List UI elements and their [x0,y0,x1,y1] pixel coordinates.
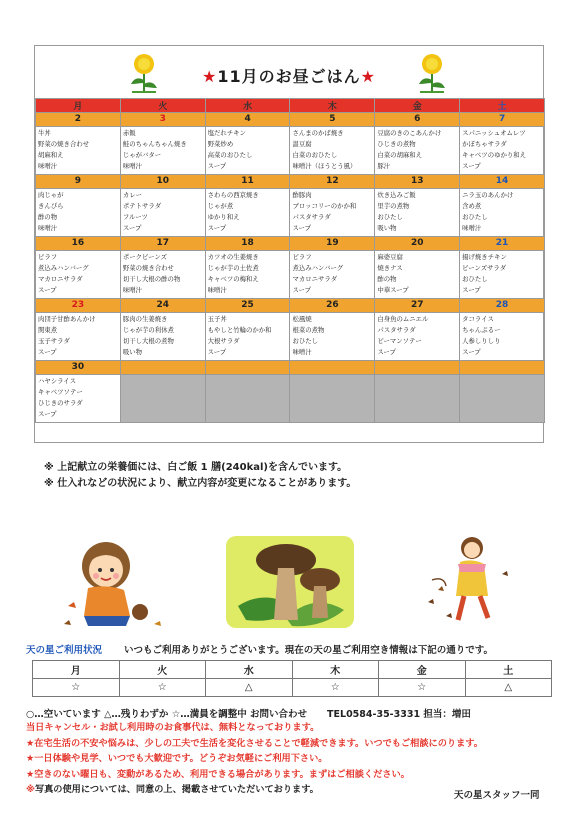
menu-item: 味噌汁 [122,286,142,294]
availability-mark: △ [206,679,293,697]
menu-cell [205,127,290,175]
menu-item: キャベツのゆかり和え [462,151,527,159]
weekday-header: 金 [375,99,460,113]
weekday-header: 水 [205,99,290,113]
menu-item: 高菜のおひたし [207,151,253,159]
menu-item: 野菜の焼き合わせ [122,264,174,272]
menu-item: じゃが煮 [207,202,234,210]
photo-note-mark: ※ [26,784,35,795]
menu-item: 酢豚肉 [292,191,312,199]
date-cell: 13 [375,175,460,189]
date-row [36,237,545,251]
menu-item: 牛丼 [38,129,51,137]
date-cell: 3 [120,113,205,127]
menu-item: 豚汁 [377,162,391,170]
signature: 天の星スタッフ一同 [454,790,540,801]
menu-item: 味噌汁 [462,224,482,232]
photo-note-text: 写真の使用については、同意の上、掲載させていただいております。 [34,784,319,795]
menu-item: カレー [122,191,142,199]
date-cell: 30 [36,361,121,375]
menu-cell [460,313,545,361]
availability-day: 木 [292,661,379,679]
empty-menu-cell [460,375,545,423]
date-cell: 17 [120,237,205,251]
menu-item: スープ [207,162,227,170]
menu-item: 吸い物 [377,224,397,232]
availability-message: いつもご利用ありがとうございます。現在の天の星ご利用空き情報は下記の通りです。 [124,645,493,656]
menu-item: 大根サラダ [207,337,240,345]
availability-mark: ☆ [33,679,120,697]
menu-item: ビーンズサラダ [462,264,507,272]
menu-item: 白身魚のムニエル [377,315,429,323]
legend-text: ○…空いています △…残りわずか ☆…満員を調整中 お問い合わせ [26,709,308,720]
menu-item: じゃが芋の利休煮 [122,326,174,334]
menu-item: 麻婆豆腐 [377,253,403,261]
menu-item: スープ [38,348,57,356]
availability-table [32,660,552,697]
availability-header [26,642,556,656]
weekday-header: 木 [290,99,375,113]
menu-cell [460,127,545,175]
date-cell: 2 [36,113,121,127]
menu-item: さわらの西京焼き [207,191,259,199]
menu-item: おひたし [462,275,488,283]
menu-item: マカロニサラダ [38,275,83,283]
menu-item: タコライス [462,315,494,323]
menu-item: フルーツ [122,213,148,221]
menu-notes [44,460,356,492]
menu-item: カツオの生姜焼き [207,253,259,261]
menu-item: 切干し大根の酢の物 [122,275,181,283]
menu-item: パスタサラダ [377,326,416,334]
menu-item: ひじきの煮物 [377,140,416,148]
availability-marks-row [33,679,552,697]
menu-cell [290,313,375,361]
mushroom-illustration [226,528,354,634]
menu-item: スープ [38,286,57,294]
availability-mark: ☆ [379,679,466,697]
availability-day: 火 [119,661,206,679]
menu-cell [120,313,205,361]
lunch-menu [34,45,544,443]
menu-item: 中華スープ [377,286,409,294]
date-row [36,299,545,313]
menu-cell [460,251,545,299]
menu-item: ポークビーンズ [122,253,167,261]
date-cell: 28 [460,299,545,313]
empty-menu-cell [290,375,375,423]
menu-item: ひじきのサラダ [38,399,83,407]
date-cell: 12 [290,175,375,189]
menu-title-row [35,46,543,98]
menu-cell [36,375,121,423]
menu-item: パスタサラダ [292,213,331,221]
menu-item: スープ [207,224,227,232]
menu-item: ちゃんぷるー [462,326,501,334]
menu-item: おひたし [377,213,403,221]
menu-item: 野菜の焼き合わせ [38,140,90,148]
availability-days-row [33,661,552,679]
menu-item: キャベツソテー [38,388,83,396]
menu-item: 肉団子甘酢あんかけ [38,315,96,323]
date-cell: 27 [375,299,460,313]
menu-item: スープ [377,348,396,356]
menu-item: 人参しりしり [462,337,501,345]
menu-item: 切干し大根の煮物 [122,337,174,345]
menu-item: 炊き込みご飯 [377,191,416,199]
availability-day: 土 [465,661,552,679]
menu-item: じゃが芋の土佐煮 [207,264,259,272]
menu-item: 酢の物 [377,275,397,283]
info-line: ★一日体験や見学、いつでも大歓迎です。どうぞお気軽にご利用下さい。 [26,753,328,764]
date-cell: 14 [460,175,545,189]
date-cell: 11 [205,175,290,189]
menu-item: 味噌汁 [207,286,227,294]
menu-item: ピーマンソテー [377,337,422,345]
info-section [26,720,556,798]
menu-item: かぼちゃサラダ [462,140,507,148]
menu-item: 玉子サラダ [38,337,70,345]
menu-cell [290,189,375,237]
date-cell: 23 [36,299,121,313]
weekday-header-row [36,99,545,113]
date-cell: 5 [290,113,375,127]
availability-day: 月 [33,661,120,679]
menu-item: 煮込みハンバーグ [292,264,344,272]
availability-mark: ☆ [292,679,379,697]
menu-cell [36,251,121,299]
menu-cell [120,251,205,299]
menu-item: もやしと竹輪のかか和 [207,326,272,334]
menu-item: 味噌汁 [292,348,312,356]
empty-date-cell [460,361,545,375]
menu-item: おひたし [292,337,319,345]
menu-item: スープ [207,348,227,356]
menu-cell [290,127,375,175]
menu-item: 白菜のおひたし [292,151,338,159]
contact-person: 担当：増田 [423,709,471,720]
date-cell: 25 [205,299,290,313]
menu-cell [120,127,205,175]
empty-menu-cell [375,375,460,423]
menu-cell [375,251,460,299]
menu-item: 温豆腐 [292,140,312,148]
girl-walking-autumn-illustration [424,530,516,632]
menu-item: 豚肉の生姜焼き [122,315,168,323]
menu-item: 味噌汁 [122,162,142,170]
menu-item: 松風焼 [292,315,312,323]
menu-item: ニラ玉のあんかけ [462,191,514,199]
info-line: ★空きのない曜日も、変動があるため、利用できる場合があります。まずはご相談ください。 [26,768,410,780]
menu-item: ハヤシライス [38,377,77,385]
menu-item: 肉じゃが [38,191,64,199]
empty-menu-cell [120,375,205,423]
menu-item: 酢の物 [38,213,58,221]
empty-date-cell [290,361,375,375]
menu-calendar [35,98,545,423]
menu-cell [36,313,121,361]
date-row [36,113,545,127]
date-cell: 16 [36,237,121,251]
chrysanthemum-icon [415,50,449,94]
availability-day: 水 [206,661,293,679]
menu-item: 赤飯 [122,129,136,137]
menu-cell [205,313,290,361]
date-cell: 21 [460,237,545,251]
menu-item: スープ [462,162,481,170]
menu-cell [36,127,121,175]
menu-item: マカロニサラダ [292,275,338,283]
menu-row [36,375,545,423]
menu-item: 玉子丼 [207,315,227,323]
empty-date-cell [375,361,460,375]
menu-row [36,251,545,299]
menu-item: 含め煮 [462,202,482,210]
date-cell: 6 [375,113,460,127]
menu-item: 吸い物 [122,348,142,356]
empty-date-cell [205,361,290,375]
menu-item: ピラフ [292,253,312,261]
menu-row [36,127,545,175]
menu-item: 煮込みハンバーグ [38,264,89,272]
menu-item: 味噌汁（ほうとう風） [292,162,357,170]
weekday-header: 月 [36,99,121,113]
menu-item: 胡麻和え [38,151,64,159]
menu-cell [120,189,205,237]
menu-item: 根菜の煮物 [292,326,325,334]
menu-item: ピラフ [38,253,58,261]
menu-item: スープ [462,348,481,356]
menu-item: おひたし [462,213,488,221]
menu-item: ブロッコリーのかか和 [292,202,357,210]
menu-title: ★11月のお昼ごはん★ [202,67,376,86]
date-cell: 20 [375,237,460,251]
menu-cell [36,189,121,237]
date-cell: 7 [460,113,545,127]
menu-item: スープ [462,286,481,294]
menu-item: きんぴら [38,202,64,210]
menu-item: じゃがバター [122,151,162,159]
menu-item: 関東煮 [38,326,58,334]
date-cell: 26 [290,299,375,313]
empty-date-cell [120,361,205,375]
weekday-header: 土 [460,99,545,113]
menu-cell [205,251,290,299]
menu-item: 塩だれチキン [207,129,246,137]
date-cell: 18 [205,237,290,251]
date-row [36,175,545,189]
menu-item: 豆腐のきのこあんかけ [377,129,442,137]
menu-item: 鮭のちゃんちゃん焼き [122,140,187,148]
date-row [36,361,545,375]
availability-legend [26,706,556,720]
menu-item: スープ [292,286,312,294]
menu-item: 白菜の胡麻和え [377,151,423,159]
menu-item: ポテトサラダ [122,202,162,210]
menu-cell [205,189,290,237]
date-cell: 19 [290,237,375,251]
menu-item: スープ [38,410,57,418]
availability-day: 金 [379,661,466,679]
menu-item: さんまのかば焼き [292,129,344,137]
menu-item: 味噌汁 [38,224,58,232]
menu-item: ゆかり和え [207,213,240,221]
weekday-header: 火 [120,99,205,113]
empty-menu-cell [205,375,290,423]
availability-label: 天の星ご利用状況 [26,645,103,656]
menu-row [36,189,545,237]
menu-item: キャベツの梅和え [207,275,259,283]
menu-cell [375,313,460,361]
date-cell: 10 [120,175,205,189]
info-line: ★在宅生活の不安や悩みは、少しの工夫で生活を変化させることで軽減できます。いつでもご相談にのります。 [26,737,483,749]
note-line: ※ 上記献立の栄養価には、白ご飯 1 膳(240kal)を含んでいます。 [44,462,348,473]
menu-item: 野菜炒め [207,140,234,148]
menu-item: 揚げ焼きチキン [462,253,507,261]
info-line: 当日キャンセル・お試し利用時のお食事代は、無料となっております。 [26,722,320,733]
menu-cell [375,127,460,175]
menu-cell [290,251,375,299]
date-cell: 9 [36,175,121,189]
menu-item: スープ [122,224,142,232]
menu-cell [375,189,460,237]
availability-mark: ☆ [119,679,206,697]
child-collecting-leaves-illustration [54,536,176,634]
note-line: ※ 仕入れなどの状況により、献立内容が変更になることがあります。 [44,478,357,489]
menu-item: スープ [292,224,312,232]
menu-cell [460,189,545,237]
menu-row [36,313,545,361]
menu-item: スパニッシュオムレツ [462,129,526,137]
menu-item: 焼きナス [377,264,403,272]
phone-number: TEL0584-35-3331 [327,709,421,720]
menu-item: 味噌汁 [38,162,58,170]
menu-item: 里芋の煮物 [377,202,410,210]
date-cell: 24 [120,299,205,313]
date-cell: 4 [205,113,290,127]
availability-mark: △ [465,679,552,697]
